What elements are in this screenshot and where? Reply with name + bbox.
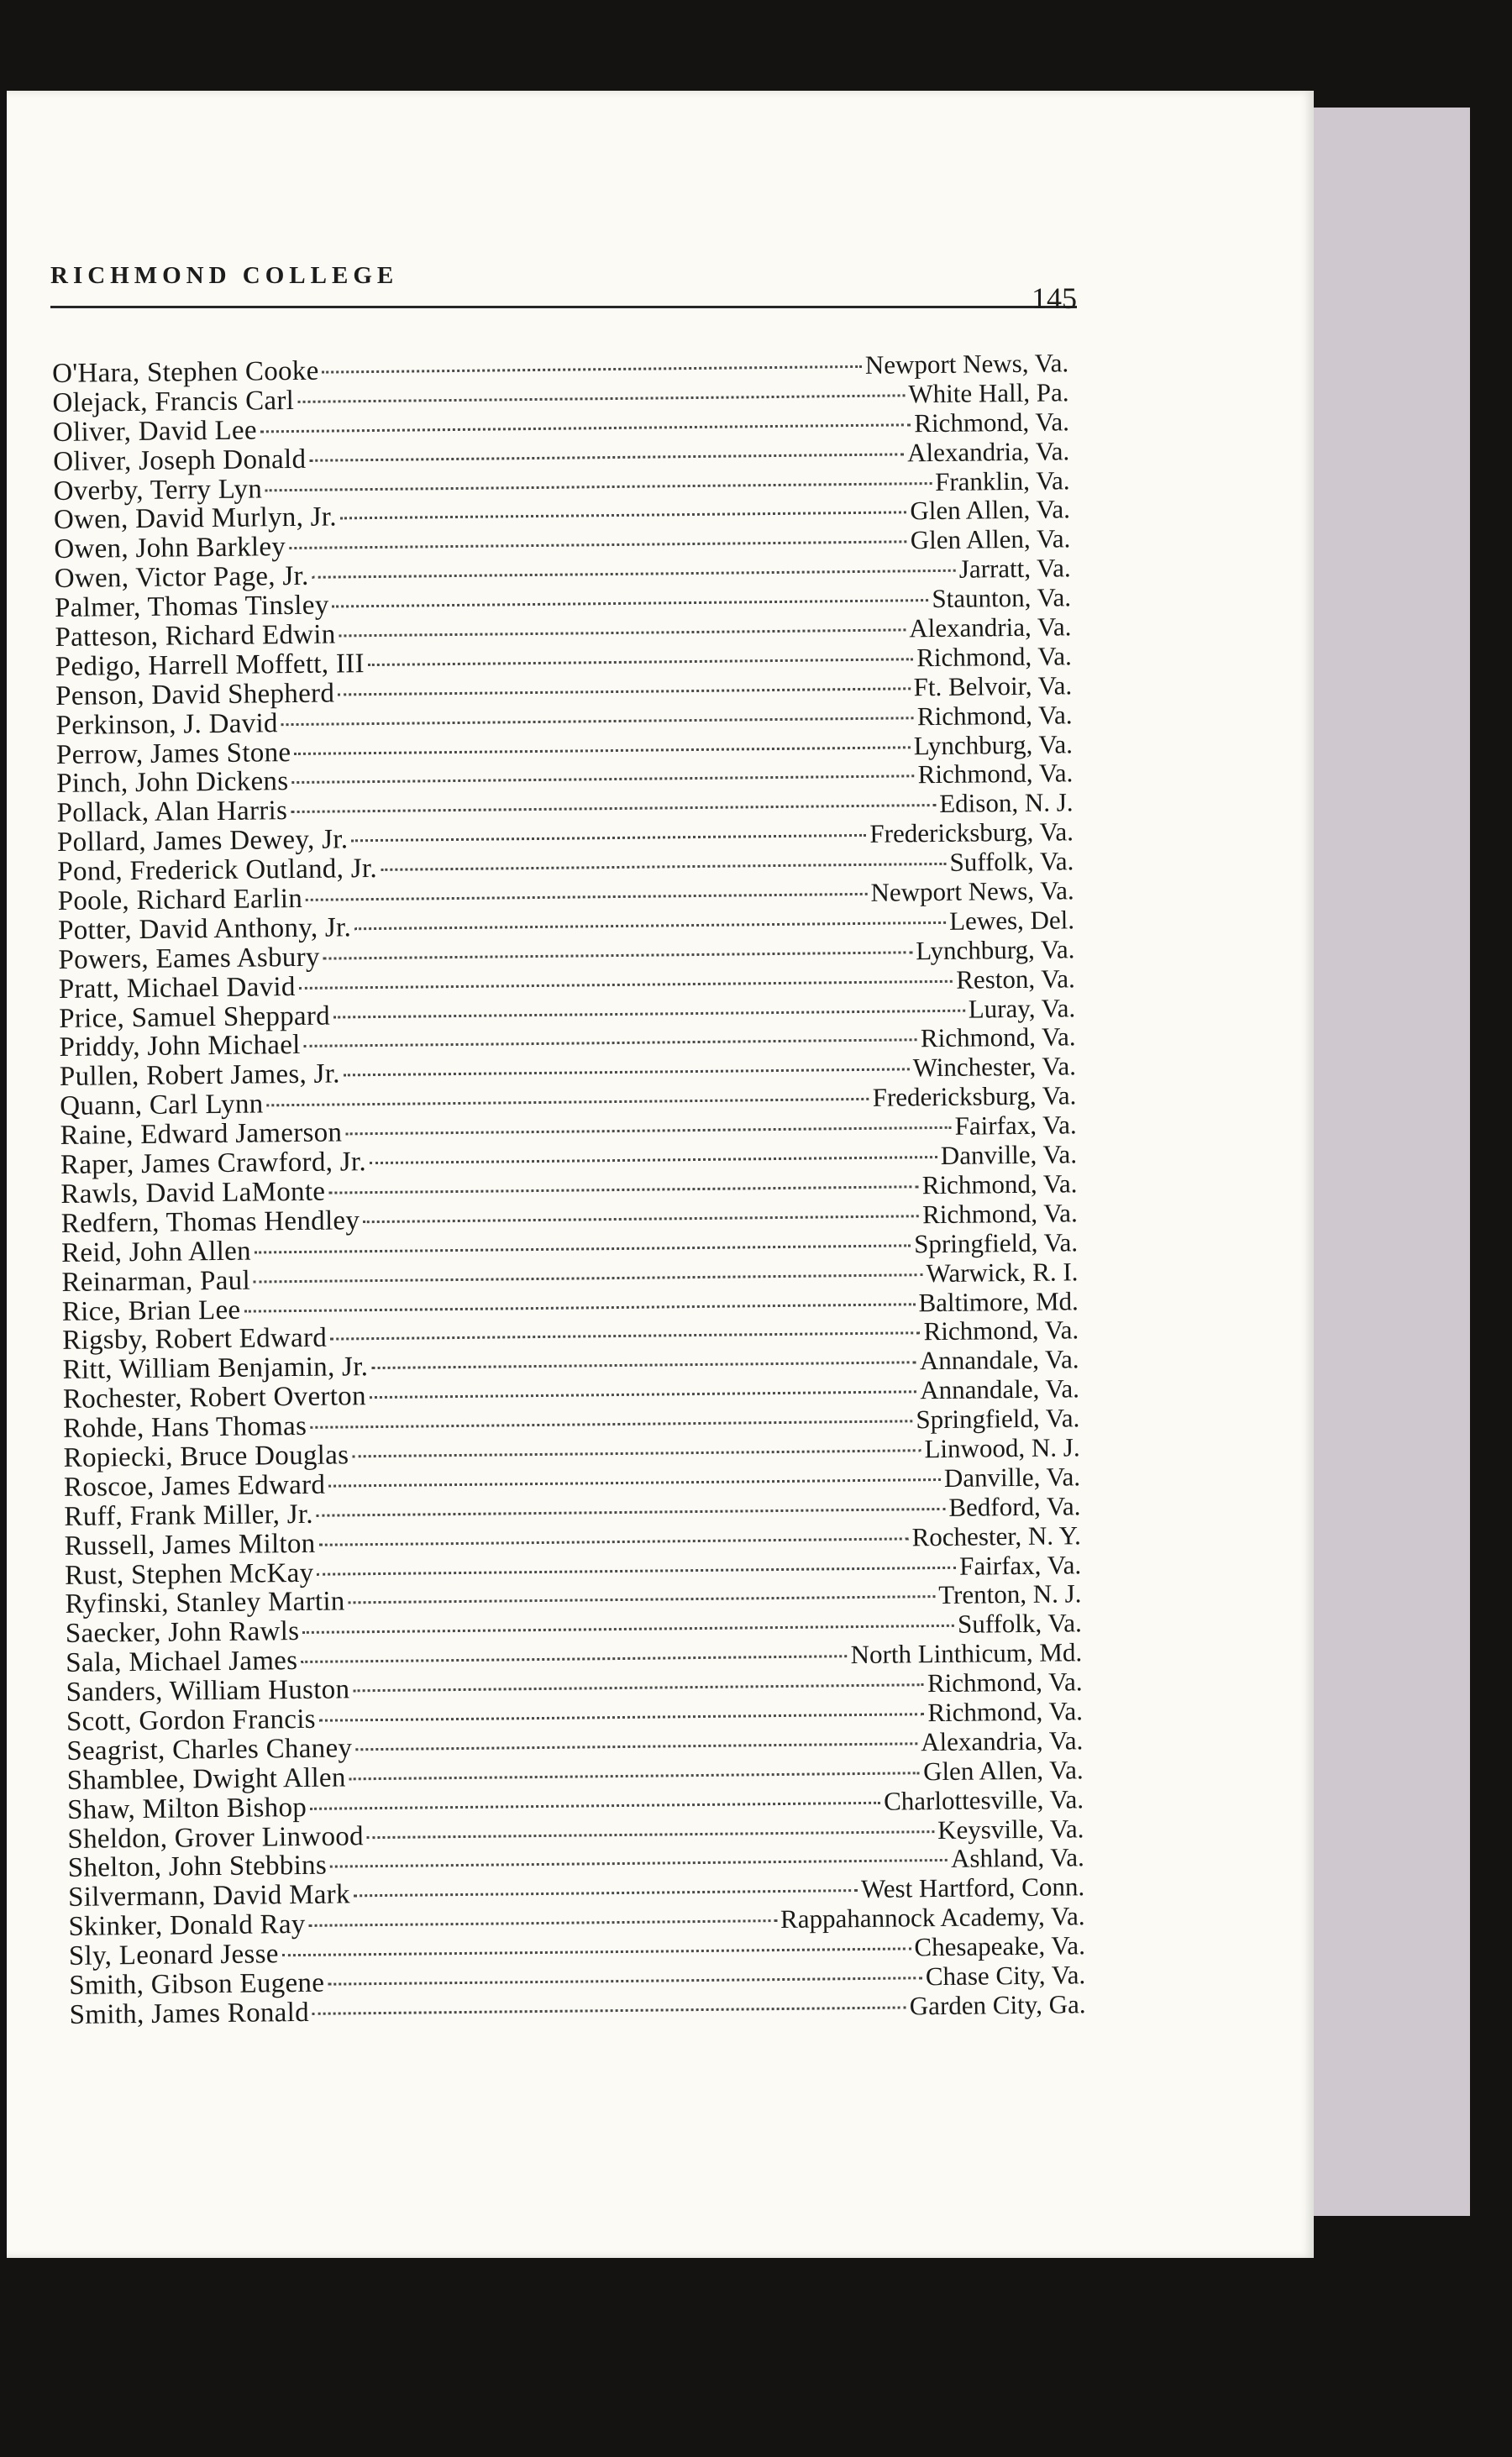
hometown: Fairfax, Va. xyxy=(954,1110,1077,1141)
hometown: Garden City, Ga. xyxy=(909,1989,1086,2021)
student-name: Saecker, John Rawls xyxy=(65,1616,300,1650)
student-name: Sanders, William Huston xyxy=(66,1674,350,1708)
dot-leader xyxy=(266,1097,869,1107)
dot-leader xyxy=(301,1654,847,1663)
hometown: Newport News, Va. xyxy=(864,348,1069,380)
student-name: Skinker, Donald Ray xyxy=(68,1909,306,1943)
student-name: Pond, Frederick Outland, Jr. xyxy=(57,853,378,888)
hometown: Alexandria, Va. xyxy=(909,612,1072,643)
dot-leader xyxy=(297,393,905,403)
student-name: Owen, Victor Page, Jr. xyxy=(54,561,309,595)
student-name: Rice, Brian Lee xyxy=(61,1294,241,1327)
dot-leader xyxy=(294,745,910,755)
dot-leader xyxy=(354,1888,858,1897)
hometown: West Hartford, Conn. xyxy=(860,1872,1085,1904)
student-name: Pinch, John Dickens xyxy=(56,766,289,800)
hometown: Ft. Belvoir, Va. xyxy=(913,670,1073,702)
student-name: Pedigo, Harrell Moffett, III xyxy=(55,648,365,682)
hometown: Rappahannock Academy, Va. xyxy=(780,1901,1085,1935)
hometown: Richmond, Va. xyxy=(923,1315,1079,1347)
dot-leader xyxy=(309,1919,777,1927)
student-name: Pollard, James Dewey, Jr. xyxy=(56,824,349,858)
dot-leader xyxy=(291,803,936,813)
student-name: Shaw, Milton Bishop xyxy=(66,1792,307,1825)
page-header xyxy=(50,170,1077,315)
student-name: Oliver, David Lee xyxy=(52,415,258,448)
hometown: Staunton, Va. xyxy=(932,582,1072,614)
dot-leader xyxy=(338,686,911,696)
dot-leader xyxy=(354,921,946,930)
hometown: Linwood, N. J. xyxy=(924,1432,1080,1464)
hometown: Richmond, Va. xyxy=(914,407,1070,438)
dot-leader xyxy=(306,892,867,901)
student-name: Silvermann, David Mark xyxy=(67,1879,350,1914)
dot-leader xyxy=(351,833,866,842)
dot-leader xyxy=(260,423,911,433)
student-name: Sheldon, Grover Linwood xyxy=(67,1820,365,1855)
student-name: Pratt, Michael David xyxy=(58,971,296,1005)
hometown: Ashland, Va. xyxy=(950,1842,1084,1874)
student-name: Sala, Michael James xyxy=(66,1646,298,1679)
student-name: Olejack, Francis Carl xyxy=(52,385,295,418)
student-name: Owen, David Murlyn, Jr. xyxy=(53,501,338,536)
student-name: Priddy, John Michael xyxy=(59,1030,301,1063)
hometown: Winchester, Va. xyxy=(912,1051,1077,1083)
dot-leader xyxy=(309,452,904,461)
dot-leader xyxy=(352,1448,921,1457)
dot-leader xyxy=(282,1946,911,1956)
hometown: North Linthicum, Md. xyxy=(850,1637,1083,1670)
underlying-page-edge xyxy=(1294,108,1470,2216)
student-name: Redfern, Thomas Hendley xyxy=(60,1205,360,1239)
dot-leader xyxy=(254,1273,923,1283)
dot-leader xyxy=(328,1478,941,1488)
hometown: Fredericksburg, Va. xyxy=(872,1080,1077,1113)
student-name: Perkinson, J. David xyxy=(55,707,278,741)
student-name: Raper, James Crawford, Jr. xyxy=(60,1147,367,1180)
hometown: Keysville, Va. xyxy=(937,1813,1084,1845)
student-name: Rochester, Robert Overton xyxy=(62,1381,366,1415)
student-name: Perrow, James Stone xyxy=(55,737,291,770)
hometown: Lynchburg, Va. xyxy=(913,728,1074,760)
hometown: Danville, Va. xyxy=(940,1139,1078,1171)
student-name: Patteson, Richard Edwin xyxy=(55,619,336,653)
hometown: Newport News, Va. xyxy=(870,875,1074,907)
hometown: Springfield, Va. xyxy=(916,1403,1080,1435)
hometown: Lynchburg, Va. xyxy=(916,934,1075,966)
student-name: O'Hara, Stephen Cooke xyxy=(51,355,319,389)
dot-leader xyxy=(345,1126,951,1136)
dot-leader xyxy=(310,1800,880,1809)
student-name: Penson, David Shepherd xyxy=(55,678,335,711)
hometown: Warwick, R. I. xyxy=(926,1256,1079,1288)
hometown: Richmond, Va. xyxy=(916,641,1072,673)
dot-leader xyxy=(289,540,907,550)
hometown: Richmond, Va. xyxy=(916,699,1073,731)
student-name: Smith, Gibson Eugene xyxy=(69,1967,325,2001)
student-name: Pollack, Alan Harris xyxy=(56,795,288,829)
hometown: Fairfax, Va. xyxy=(958,1549,1082,1581)
hometown: Alexandria, Va. xyxy=(906,435,1070,468)
student-name: Ritt, William Benjamin, Jr. xyxy=(62,1352,369,1386)
running-title: RICHMOND COLLEGE xyxy=(50,262,399,289)
student-name: Pullen, Robert James, Jr. xyxy=(59,1058,340,1093)
hometown: Glen Allen, Va. xyxy=(910,494,1071,526)
hometown: Richmond, Va. xyxy=(921,1168,1078,1200)
dot-leader xyxy=(304,1038,917,1048)
dot-leader xyxy=(339,627,906,637)
hometown: Edison, N. J. xyxy=(939,787,1074,819)
dot-leader xyxy=(349,1771,920,1780)
hometown: Chase City, Va. xyxy=(925,1960,1086,1992)
student-name: Price, Samuel Sheppard xyxy=(59,1000,331,1034)
hometown: Trenton, N. J. xyxy=(938,1578,1082,1610)
student-name: Ropiecki, Bruce Douglas xyxy=(63,1440,349,1473)
hometown: Chesapeake, Va. xyxy=(914,1930,1086,1962)
student-name: Ruff, Frank Miller, Jr. xyxy=(64,1499,314,1532)
dot-leader xyxy=(371,1361,916,1370)
hometown: Richmond, Va. xyxy=(920,1021,1076,1053)
hometown: Glen Allen, Va. xyxy=(910,523,1071,555)
dot-leader xyxy=(370,1389,916,1399)
dot-leader xyxy=(255,1243,911,1253)
hometown: Fredericksburg, Va. xyxy=(869,816,1074,849)
dot-leader xyxy=(323,365,862,374)
dot-leader xyxy=(312,569,956,579)
student-name: Scott, Gordon Francis xyxy=(66,1704,317,1737)
hometown: Suffolk, Va. xyxy=(949,846,1074,877)
dot-leader xyxy=(344,1068,910,1077)
hometown: Annandale, Va. xyxy=(920,1373,1080,1405)
student-name: Ryfinski, Stanley Martin xyxy=(65,1586,345,1620)
student-name: Shelton, John Stebbins xyxy=(67,1851,328,1884)
student-name: Roscoe, James Edward xyxy=(63,1469,326,1503)
hometown: Reston, Va. xyxy=(956,963,1075,995)
student-name: Reid, John Allen xyxy=(60,1236,252,1268)
student-name: Raine, Edward Jamerson xyxy=(60,1117,343,1152)
dot-leader xyxy=(244,1302,915,1312)
student-name: Oliver, Joseph Donald xyxy=(53,444,307,477)
dot-leader xyxy=(265,481,932,491)
hometown: Jarratt, Va. xyxy=(958,553,1071,584)
dot-leader xyxy=(333,598,929,607)
hometown: Annandale, Va. xyxy=(919,1344,1079,1376)
student-name: Rigsby, Robert Edward xyxy=(62,1323,328,1357)
dot-leader xyxy=(333,1008,965,1018)
dot-leader xyxy=(291,774,914,785)
student-name: Reinarman, Paul xyxy=(61,1265,251,1298)
hometown: Rochester, N. Y. xyxy=(911,1520,1081,1551)
dot-leader xyxy=(319,1536,909,1546)
hometown: White Hall, Pa. xyxy=(908,377,1069,409)
student-name: Poole, Richard Earlin xyxy=(57,883,303,916)
dot-leader xyxy=(302,1624,954,1634)
student-name: Overby, Terry Lyn xyxy=(53,473,263,507)
student-name: Potter, David Anthony, Jr. xyxy=(57,912,352,946)
student-name: Shamblee, Dwight Allen xyxy=(66,1762,346,1796)
dot-leader xyxy=(317,1507,946,1517)
dot-leader xyxy=(317,1565,956,1575)
student-name: Palmer, Thomas Tinsley xyxy=(54,590,329,624)
dot-leader xyxy=(310,1419,912,1429)
hometown: Charlottesville, Va. xyxy=(883,1783,1084,1816)
dot-leader xyxy=(312,2005,906,2014)
hometown: Alexandria, Va. xyxy=(920,1725,1084,1757)
dot-leader xyxy=(381,862,947,871)
student-name: Russell, James Milton xyxy=(64,1528,316,1562)
hometown: Richmond, Va. xyxy=(927,1667,1083,1698)
dot-leader xyxy=(299,979,953,990)
dot-leader xyxy=(367,1830,934,1839)
hometown: Richmond, Va. xyxy=(927,1696,1084,1728)
hometown: Bedford, Va. xyxy=(948,1490,1081,1522)
dot-leader xyxy=(319,1712,925,1722)
student-name: Quann, Carl Lynn xyxy=(60,1089,264,1122)
dot-leader xyxy=(328,1184,919,1194)
hometown: Springfield, Va. xyxy=(914,1226,1079,1259)
hometown: Glen Allen, Va. xyxy=(922,1754,1084,1786)
student-name: Sly, Leonard Jesse xyxy=(68,1939,279,1971)
student-name: Smith, James Ronald xyxy=(69,1997,310,2030)
dot-leader xyxy=(368,657,914,666)
student-name: Seagrist, Charles Chaney xyxy=(66,1733,353,1767)
student-name: Rust, Stephen McKay xyxy=(64,1557,314,1591)
hometown: Danville, Va. xyxy=(943,1462,1081,1493)
student-name: Rawls, David LaMonte xyxy=(60,1176,326,1210)
dot-leader xyxy=(330,1331,921,1341)
dot-leader xyxy=(323,950,913,959)
student-name: Owen, John Barkley xyxy=(54,532,286,565)
page-number: 145 xyxy=(1032,281,1077,315)
student-name: Rohde, Hans Thomas xyxy=(63,1410,307,1444)
hometown: Richmond, Va. xyxy=(917,758,1074,790)
dot-leader xyxy=(340,511,907,520)
dot-leader xyxy=(281,716,914,726)
hometown: Franklin, Va. xyxy=(934,465,1070,496)
dot-leader xyxy=(349,1594,936,1604)
dot-leader xyxy=(363,1214,919,1223)
student-roster xyxy=(52,349,1086,2029)
dot-leader xyxy=(328,1976,922,1985)
dot-leader xyxy=(370,1155,937,1164)
hometown: Suffolk, Va. xyxy=(957,1608,1083,1640)
dot-leader xyxy=(355,1741,917,1751)
dot-leader xyxy=(353,1683,924,1692)
hometown: Luray, Va. xyxy=(968,992,1076,1024)
hometown: Baltimore, Md. xyxy=(918,1285,1079,1317)
hometown: Lewes, Del. xyxy=(948,905,1075,936)
hometown: Richmond, Va. xyxy=(921,1198,1078,1230)
student-name: Powers, Eames Asbury xyxy=(58,942,320,975)
dot-leader xyxy=(330,1858,948,1868)
